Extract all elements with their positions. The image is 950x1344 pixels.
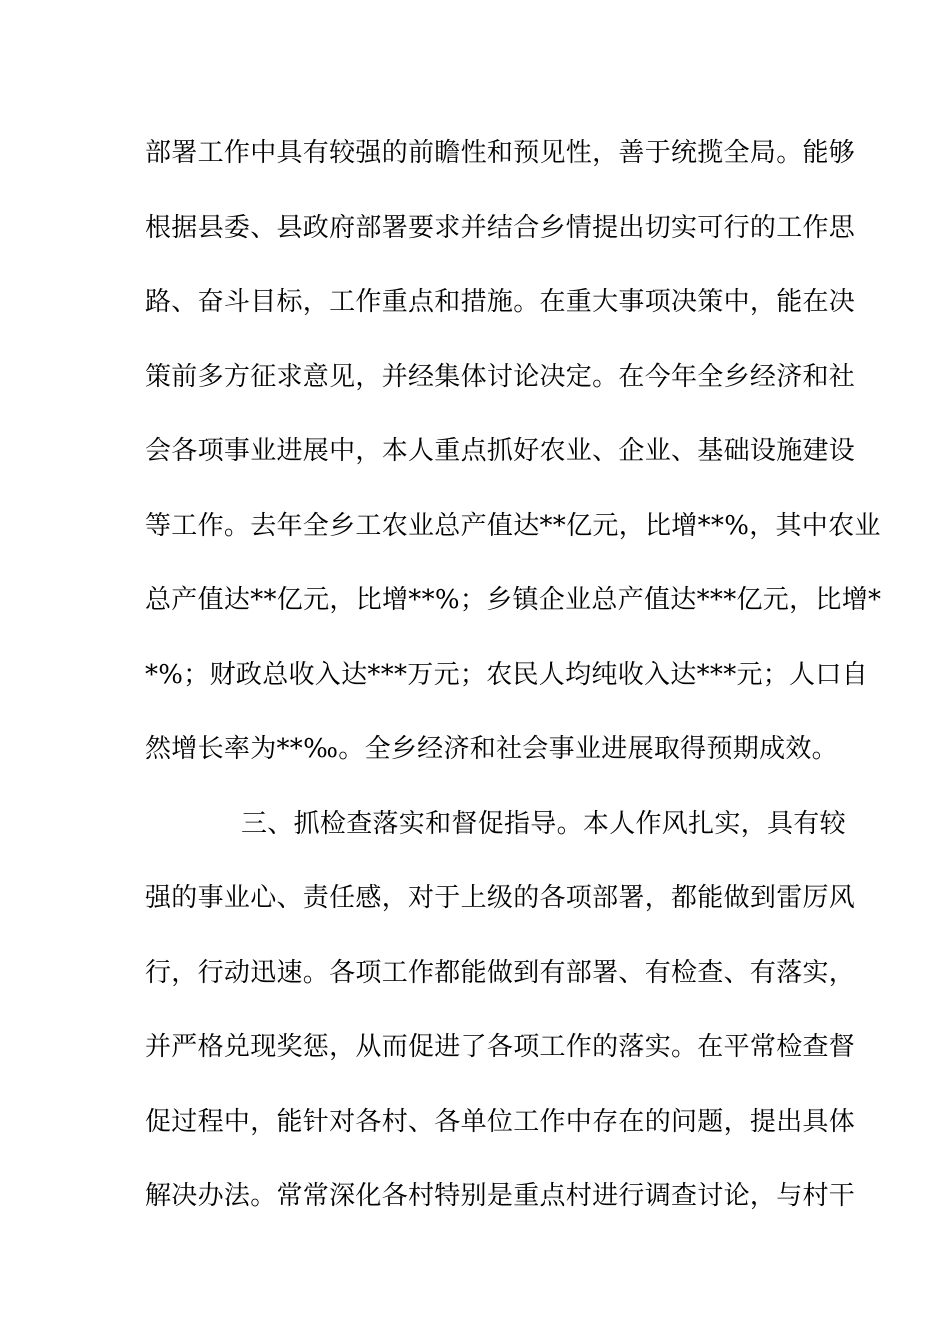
text-line-14: 促过程中，能针对各村、各单位工作中存在的问题，提出具体 [145, 1106, 856, 1137]
text-line-11: 强的事业心、责任感，对于上级的各项部署，都能做到雷厉风 [145, 883, 856, 913]
text-line-7: 总产值达**亿元，比增**%；乡镇企业总产值达***亿元，比增* [145, 585, 882, 615]
text-line-6: 等工作。去年全乡工农业总产值达**亿元，比增**%，其中农业 [145, 510, 881, 541]
text-line-2: 根据县委、县政府部署要求并结合乡情提出切实可行的工作思 [145, 212, 856, 243]
text-line-12: 行，行动迅速。各项工作都能做到有部署、有检查、有落实， [145, 957, 856, 988]
text-line-13: 并严格兑现奖惩，从而促进了各项工作的落实。在平常检查督 [145, 1032, 856, 1062]
text-line-4: 策前多方征求意见，并经集体讨论决定。在今年全乡经济和社 [145, 361, 856, 392]
text-line-1: 部署工作中具有较强的前瞻性和预见性，善于统揽全局。能够 [145, 138, 856, 168]
text-line-5: 会各项事业进展中，本人重点抓好农业、企业、基础设施建设 [145, 436, 856, 466]
text-line-3: 路、奋斗目标，工作重点和措施。在重大事项决策中，能在决 [145, 287, 856, 317]
text-line-9: 然增长率为**‰。全乡经济和社会事业进展取得预期成效。 [145, 734, 838, 764]
text-line-8: *%；财政总收入达***万元；农民人均纯收入达***元；人口自 [145, 659, 869, 690]
text-line-15: 解决办法。常常深化各村特别是重点村进行调查讨论，与村干 [145, 1181, 856, 1211]
body-text [145, 128, 882, 1246]
section-heading-line: 三、抓检查落实和督促指导。本人作风扎实，具有较 [241, 808, 846, 839]
